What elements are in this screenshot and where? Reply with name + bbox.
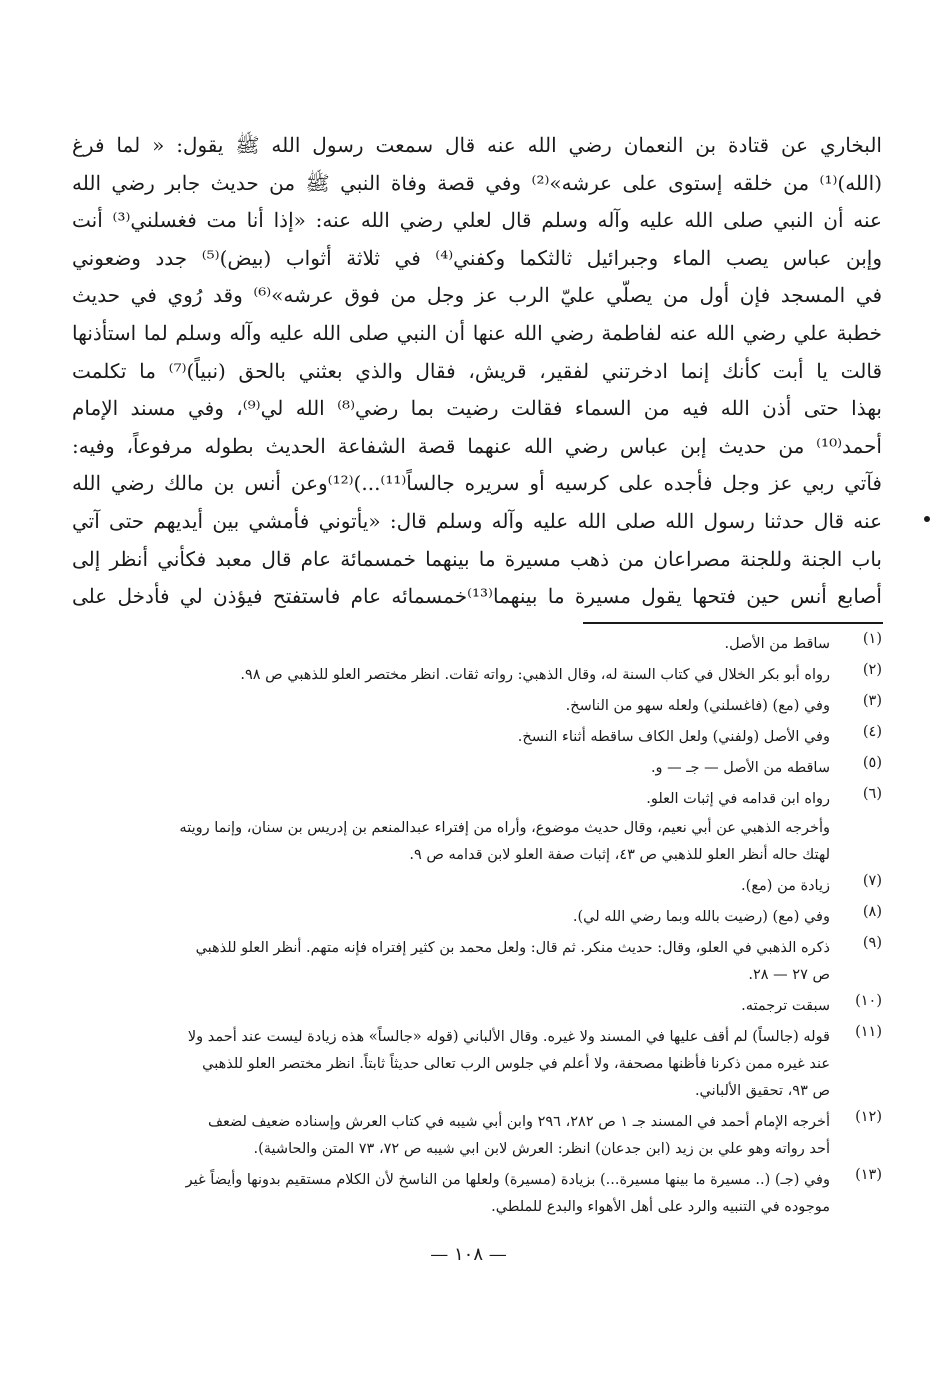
- footnote-text: [72, 631, 830, 658]
- footnote: [72, 631, 882, 658]
- footnote-number: (١): [862, 631, 882, 647]
- footnote-number: (٥): [862, 755, 882, 771]
- footnote-line: وفي (مع) (رضيت بالله وبما رضي الله لي).: [572, 909, 830, 925]
- footnote-text: [72, 1109, 830, 1163]
- margin-mark: [924, 516, 930, 522]
- footnote-line: قوله (جالساً) لم أقف عليها في المسند ولا غيره. وقال الألباني (قوله «جالساً» هذه زيادة ليست عند أحمد ولا: [187, 1029, 830, 1045]
- footnote-line: ذكره الذهبي في العلو، وقال: حديث منكر. ثم قال: ولعل محمد بن كثير إفتراه فإنه متهم. أنظر العلو للذهبي: [195, 940, 830, 956]
- footnote-line: عند غيره ممن ذكرنا فأظنها مصحفة، ولا أعلم في جلوس الرب تعالى حديثاً ثابتاً. انظر مختصر العلو للذهبي: [202, 1056, 830, 1072]
- footnote: [72, 904, 882, 931]
- footnote: [72, 1167, 882, 1221]
- body-line: (الله)⁽¹⁾ من خلقه إستوى على عرشه»⁽²⁾ وفي قصة وفاة النبي ﷺ من حديث جابر رضي الله: [72, 170, 882, 195]
- footnote-line: موجوده في التنبيه والرد على أهل الأهواء والبدع للملطي.: [491, 1199, 830, 1215]
- footnote: [72, 993, 882, 1020]
- footnote-number: (٨): [862, 904, 882, 920]
- footnotes: [72, 627, 882, 1221]
- footnote: [72, 873, 882, 900]
- footnote: [72, 935, 882, 989]
- footnote-text: [72, 815, 830, 869]
- body-line: بهذا حتى أذن الله فيه من السماء فقالت رضيت بما رضي⁽⁸⁾ الله لي⁽⁹⁾، وفي مسند الإمام: [72, 396, 882, 421]
- footnote: [72, 755, 882, 782]
- footnote: [72, 786, 882, 813]
- footnote: [72, 724, 882, 751]
- footnote-line: رواه ابن قدامه في إثبات العلو.: [646, 791, 830, 807]
- footnote-separator: [583, 622, 883, 624]
- footnote-text: [72, 786, 830, 813]
- body-line: أحمد⁽¹⁰⁾ من حديث إبن عباس رضي الله عنهما قصة الشفاعة الحديث بطوله مرفوعاً، وفيه:: [72, 433, 882, 458]
- footnote-number: [830, 815, 882, 869]
- footnote-text: [72, 755, 830, 782]
- body-line: في المسجد فإن أول من يصلّي عليّ الرب عز وجل من فوق عرشه»⁽⁶⁾ وقد رُوي في حديث: [72, 283, 882, 308]
- body-line: عنه قال حدثنا رسول الله صلى الله عليه وآله وسلم قال: «يأتوني فأمشي بين أيديهم حتى آتي: [72, 508, 882, 533]
- footnote-line: ساقطه من الأصل — جـ — و.: [650, 760, 830, 776]
- body-line: فآتي ربي عز وجل فأجده على كرسيه أو سريره جالساً⁽¹¹⁾...)⁽¹²⁾وعن أنس بن مالك رضي الله: [72, 471, 882, 496]
- footnote-line: ص ٢٧ — ٢٨.: [748, 967, 830, 983]
- footnote-line: سبقت ترجمته.: [741, 998, 830, 1014]
- footnote: [72, 1109, 882, 1163]
- footnote-text: [72, 724, 830, 751]
- footnote: [72, 662, 882, 689]
- body-line: عنه أن النبي صلى الله عليه وآله وسلم قال لعلي رضي الله عنه: «إذا أنا مت فغسلني⁽³⁾ أنت: [72, 208, 882, 233]
- footnote-number: (٢): [862, 662, 882, 678]
- body-line: وإبن عباس يصب الماء وجبرائيل ثالثكما وكفني⁽⁴⁾ في ثلاثة أثواب (بيض)⁽⁵⁾ جدد وضعوني: [72, 245, 882, 270]
- body-line: البخاري عن قتادة بن النعمان رضي الله عنه قال سمعت رسول الله ﷺ يقول: « لما فرغ: [72, 133, 882, 157]
- footnote-text: [72, 904, 830, 931]
- footnote-number: (١١): [855, 1024, 882, 1040]
- footnote-line: وفي (مع) (فاغسلني) ولعله سهو من الناسخ.: [565, 698, 830, 714]
- body-line: خطبة علي رضي الله عنه لفاطمة رضي الله عنها أن النبي صلى الله عليه وآله وسلم لما استأذنها: [72, 320, 882, 345]
- footnote-text: [72, 935, 830, 989]
- footnote: [72, 1024, 882, 1105]
- footnote-number: (٧): [862, 873, 882, 889]
- footnote-number: (١٠): [855, 993, 882, 1009]
- footnote-text: [72, 662, 830, 689]
- footnote-line: رواه أبو بكر الخلال في كتاب السنة له، وقال الذهبي: رواته ثقات. انظر مختصر العلو للذهبي ص ٩٨.: [240, 667, 830, 683]
- footnote-number: (١٣): [855, 1167, 882, 1183]
- footnote-line: وفي الأصل (ولفني) ولعل الكاف ساقطه أثناء النسخ.: [517, 729, 830, 745]
- footnote-text: [72, 1024, 830, 1105]
- footnote-line: ص ٩٣، تحقيق الألباني.: [694, 1083, 830, 1099]
- body-line: قالت يا أبت كأنك إنما ادخرتني لفقير، قريش، فقال والذي بعثني بالحق (نبياً)⁽⁷⁾ ما تكلمت: [72, 358, 882, 383]
- footnote-text: [72, 993, 830, 1020]
- footnote-line: أخرجه الإمام أحمد في المسند جـ ١ ص ٢٨٢، ٢٩٦ وابن أبي شيبه في كتاب العرش وإسناده ضعيف لضعف: [207, 1114, 830, 1130]
- page-number: — ١٠٨ —: [430, 1244, 507, 1265]
- footnote-text: [72, 873, 830, 900]
- footnote-line: وأخرجه الذهبي عن أبي نعيم، وقال حديث موضوع، وأراه من إفتراء عبدالمنعم بن إدريس بن سنان، وإنما رويته: [179, 820, 830, 836]
- body-line: أصابع أنس حين فتحها يقول مسيرة ما بينهما⁽¹³⁾خمسمائه عام فاستفتح فيؤذن لي فأدخل على: [72, 584, 882, 609]
- footnote-number: (٩): [862, 935, 882, 951]
- footnote-number: (١٢): [855, 1109, 882, 1125]
- footnote-number: (٤): [862, 724, 882, 740]
- footnote-line: ساقط من الأصل.: [724, 636, 830, 652]
- footnote-line: وفي (جـ) (.. مسيرة ما بينها مسيرة...) بزيادة (مسيرة) ولعلها من الناسخ لأن الكلام مستقيم بدونها وأيضاً غير: [185, 1172, 830, 1188]
- footnote-number: (٣): [862, 693, 882, 709]
- main-text: [72, 127, 882, 616]
- footnote-line: أحد رواته وهو علي بن زيد (ابن جدعان) انظر: العرش لابن ابي شيبه ص ٧٢، ٧٣ المتن والحاشية).: [253, 1141, 830, 1157]
- footnote: [72, 815, 882, 869]
- footnote-text: [72, 693, 830, 720]
- footnote-text: [72, 1167, 830, 1221]
- footnote-number: (٦): [862, 786, 882, 802]
- footnote: [72, 693, 882, 720]
- footnote-line: لهتك حاله أنظر العلو للذهبي ص ٤٣، إثبات صفة العلو لابن قدامه ص ٩.: [409, 847, 830, 863]
- body-line: باب الجنة وللجنة مصراعان من ذهب مسيرة ما بينهما خمسمائة عام قال معبد فكأني أنظر إلى: [72, 546, 882, 571]
- footnote-line: زيادة من (مع).: [741, 878, 830, 894]
